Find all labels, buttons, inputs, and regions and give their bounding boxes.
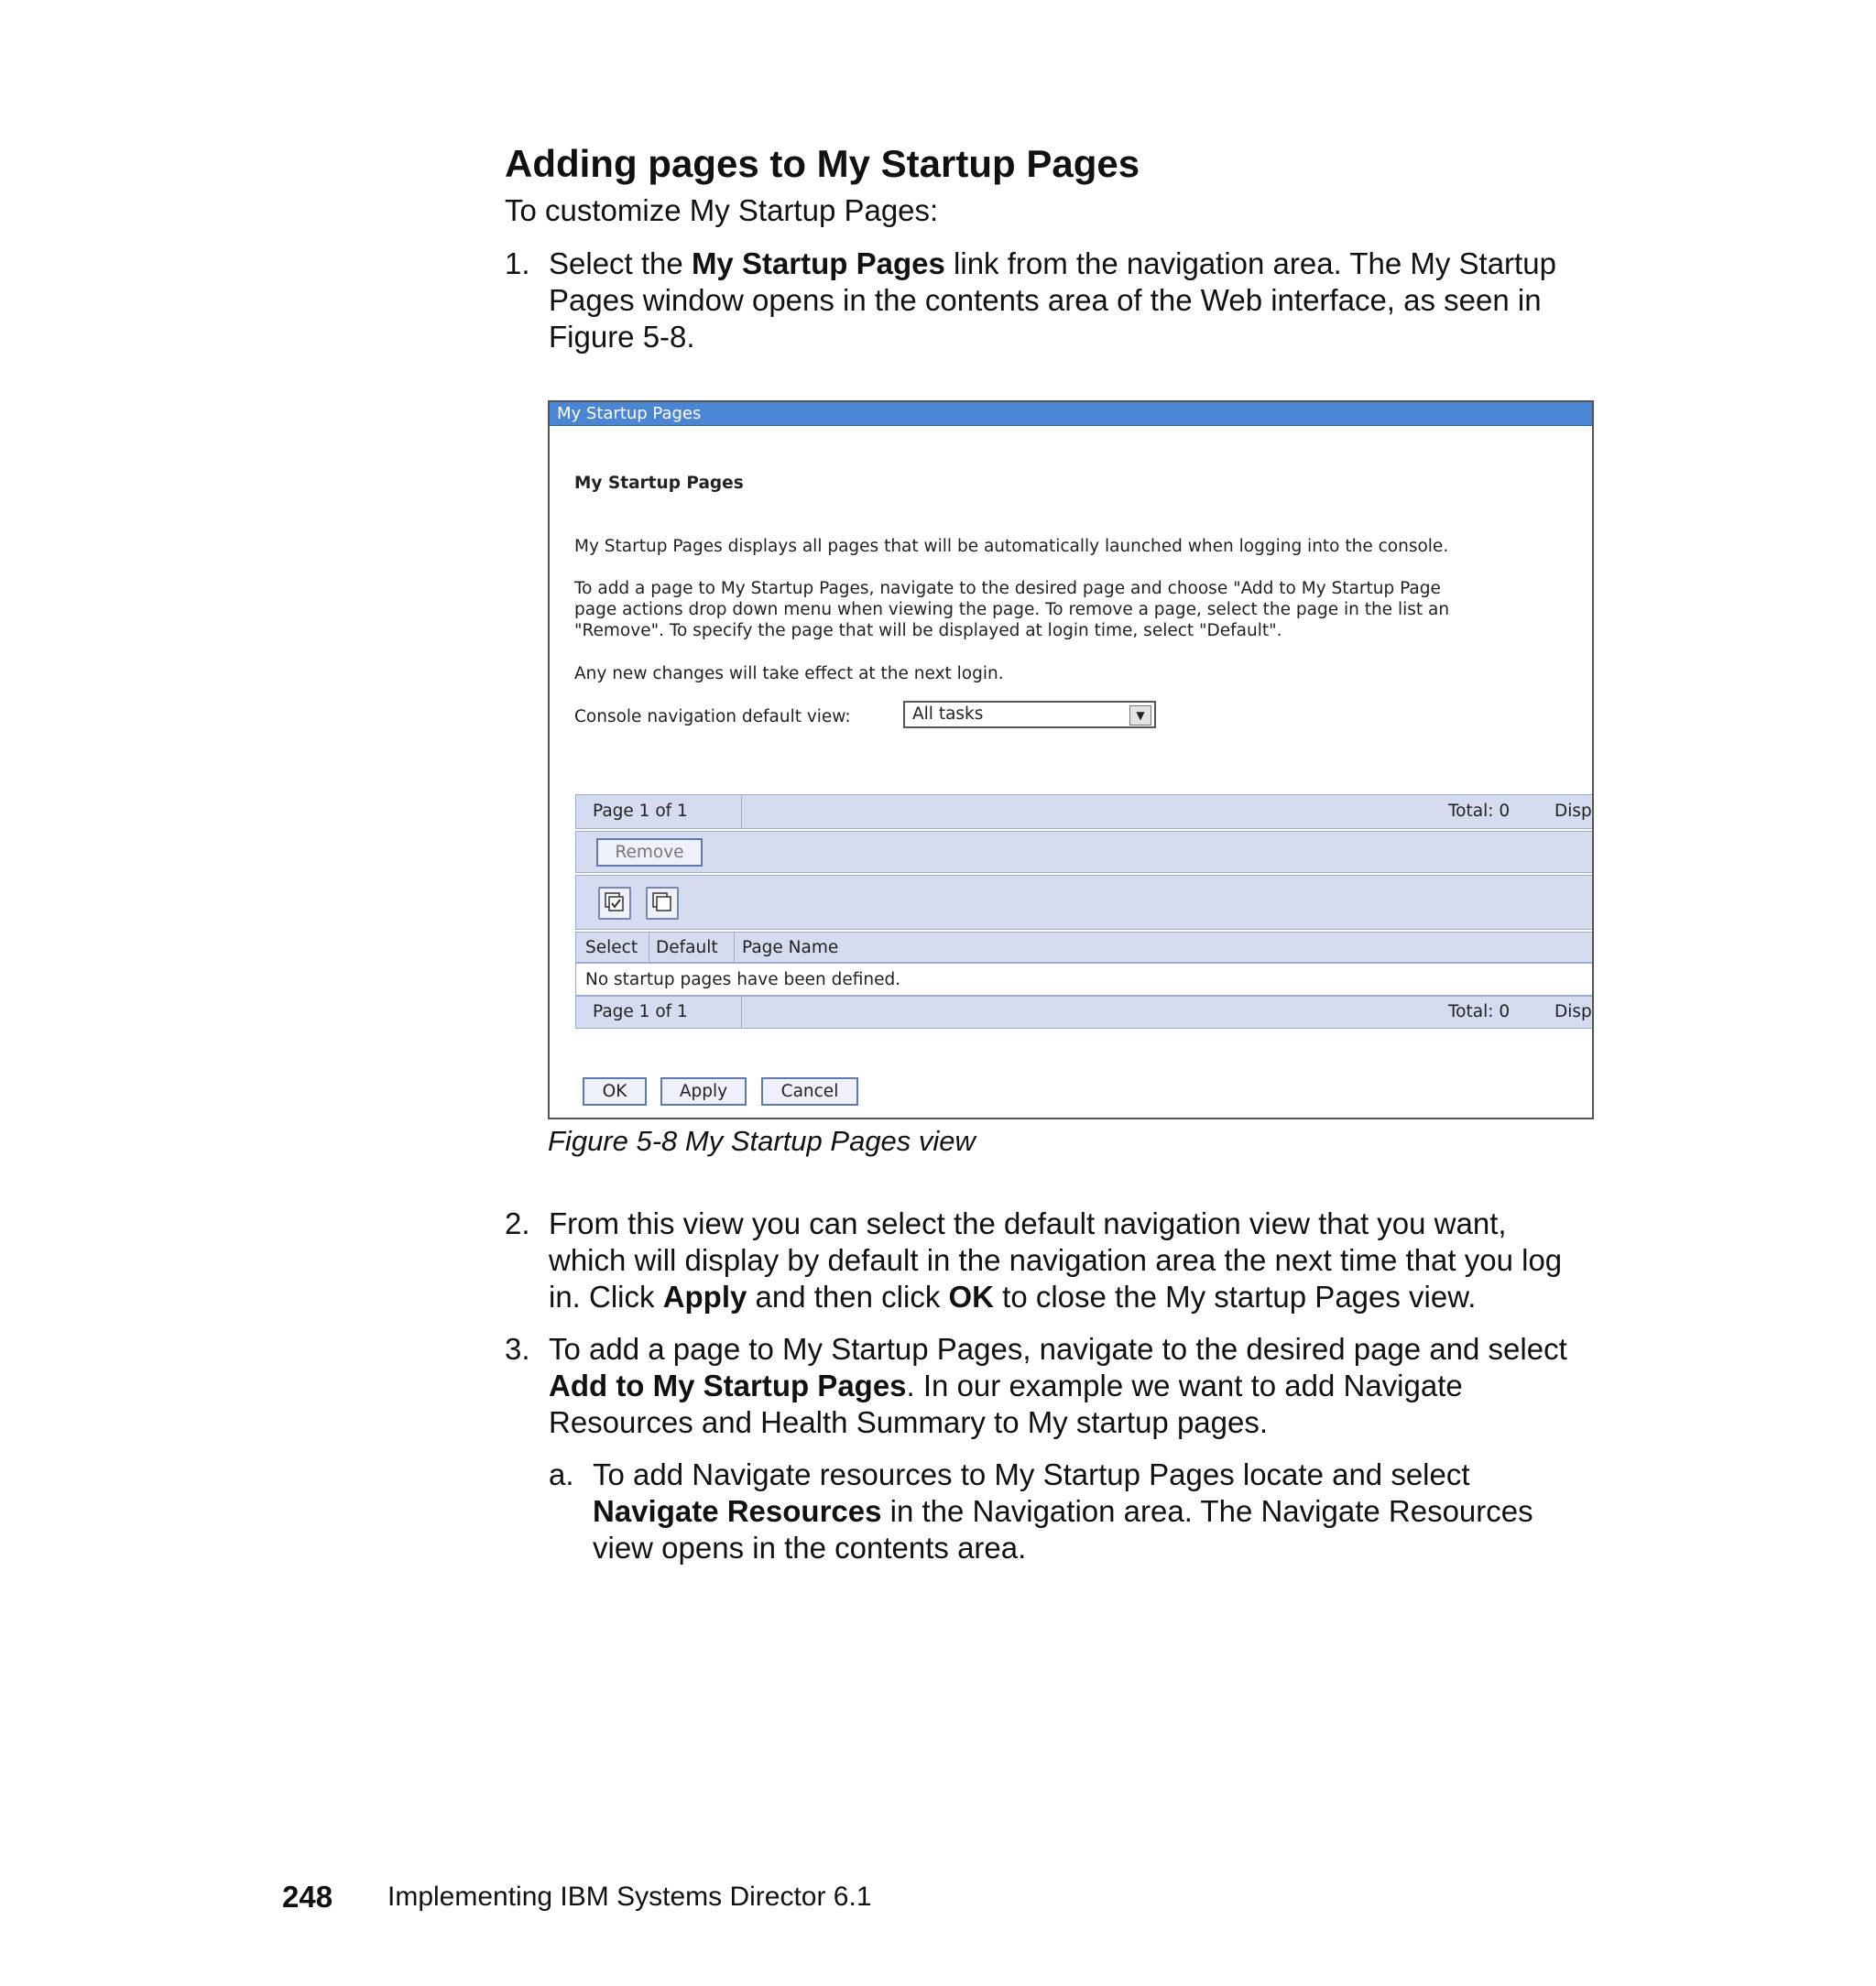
column-header-default[interactable]: Default xyxy=(656,938,718,957)
text-run: . In our example we want to add Navigate xyxy=(906,1369,1463,1402)
page-number: 248 xyxy=(282,1880,333,1914)
text-run: in the Navigation area. The Navigate Resources xyxy=(881,1494,1533,1528)
pager-text: Page 1 of 1 xyxy=(593,1002,688,1021)
dropdown-arrow-icon[interactable]: ▼ xyxy=(1129,705,1151,726)
display-label: Disp xyxy=(1554,1002,1592,1021)
step-1-text xyxy=(549,246,1556,355)
pager-bar-bottom xyxy=(575,996,1594,1029)
step-2-text xyxy=(549,1206,1562,1315)
text-line: Resources and Health Summary to My startup pages. xyxy=(549,1405,1269,1439)
bold-term: Add to My Startup Pages xyxy=(549,1369,907,1402)
step-2 xyxy=(505,1206,1604,1320)
text-line: Figure 5-8. xyxy=(549,320,695,354)
step-3-text xyxy=(549,1331,1567,1441)
default-view-select[interactable] xyxy=(903,701,1156,728)
table-header xyxy=(575,932,1594,963)
table-row xyxy=(575,963,1594,996)
column-header-page-name[interactable]: Page Name xyxy=(742,938,839,957)
text-line: view opens in the contents area. xyxy=(593,1531,1027,1565)
text-line: To add a page to My Startup Pages, navigate to the desired page and select xyxy=(549,1332,1567,1366)
step-number: 3. xyxy=(505,1332,530,1366)
pager-bar-top xyxy=(575,794,1594,829)
select-all-icon[interactable] xyxy=(598,887,631,920)
column-header-select[interactable]: Select xyxy=(585,938,638,957)
text-line: Pages window opens in the contents area of the Web interface, as seen in xyxy=(549,283,1542,317)
remove-button[interactable]: Remove xyxy=(596,838,703,867)
bold-term: Apply xyxy=(662,1280,747,1314)
figure-screenshot xyxy=(548,400,1594,1119)
intro-text: To customize My Startup Pages: xyxy=(505,193,939,227)
book-title: Implementing IBM Systems Director 6.1 xyxy=(387,1882,872,1912)
description-text: My Startup Pages displays all pages that will be automatically launched when logging into the console. xyxy=(574,537,1449,556)
bold-term: My Startup Pages xyxy=(691,246,945,280)
step-1 xyxy=(505,246,1604,365)
actions-toolbar xyxy=(575,831,1594,873)
selection-toolbar xyxy=(575,875,1594,930)
instructions-line: page actions drop down menu when viewing the page. To remove a page, select the page in the list an xyxy=(574,600,1450,619)
cancel-button[interactable]: Cancel xyxy=(761,1077,858,1106)
deselect-all-icon[interactable] xyxy=(646,887,679,920)
step-3a xyxy=(549,1457,1602,1571)
step-number: 2. xyxy=(505,1206,530,1240)
text-run: Select the xyxy=(549,246,692,280)
bold-term: OK xyxy=(948,1280,994,1314)
step-3a-text xyxy=(593,1457,1533,1566)
step-number: 1. xyxy=(505,246,530,280)
figure-caption: Figure 5-8 My Startup Pages view xyxy=(548,1125,976,1157)
ok-button[interactable]: OK xyxy=(583,1077,647,1106)
text-run: in. Click xyxy=(549,1280,663,1314)
bold-term: Navigate Resources xyxy=(593,1494,882,1528)
display-label: Disp xyxy=(1554,802,1592,821)
step-letter: a. xyxy=(549,1457,574,1491)
total-count: Total: 0 xyxy=(1448,1002,1511,1021)
text-run: link from the navigation area. The My Startup xyxy=(944,246,1556,280)
instructions-line: To add a page to My Startup Pages, navigate to the desired page and choose "Add to My Startup Page xyxy=(574,579,1441,598)
selected-value: All tasks xyxy=(912,704,984,724)
empty-message: No startup pages have been defined. xyxy=(585,970,901,989)
text-line: which will display by default in the navigation area the next time that you log xyxy=(549,1243,1563,1277)
changes-note: Any new changes will take effect at the next login. xyxy=(574,664,1004,683)
text-run: and then click xyxy=(747,1280,949,1314)
apply-button[interactable]: Apply xyxy=(660,1077,747,1106)
pager-text: Page 1 of 1 xyxy=(593,802,688,821)
total-count: Total: 0 xyxy=(1448,802,1511,821)
portlet-titlebar: My Startup Pages xyxy=(550,402,1592,426)
instructions-line: "Remove". To specify the page that will be displayed at login time, select "Default". xyxy=(574,621,1282,640)
text-line: From this view you can select the default navigation view that you want, xyxy=(549,1206,1507,1240)
text-run: to close the My startup Pages view. xyxy=(993,1280,1477,1314)
section-heading: Adding pages to My Startup Pages xyxy=(505,142,1140,185)
portlet-heading: My Startup Pages xyxy=(574,474,744,493)
step-3 xyxy=(505,1331,1604,1446)
text-line: To add Navigate resources to My Startup Pages locate and select xyxy=(593,1457,1470,1491)
default-view-label: Console navigation default view: xyxy=(574,707,851,726)
